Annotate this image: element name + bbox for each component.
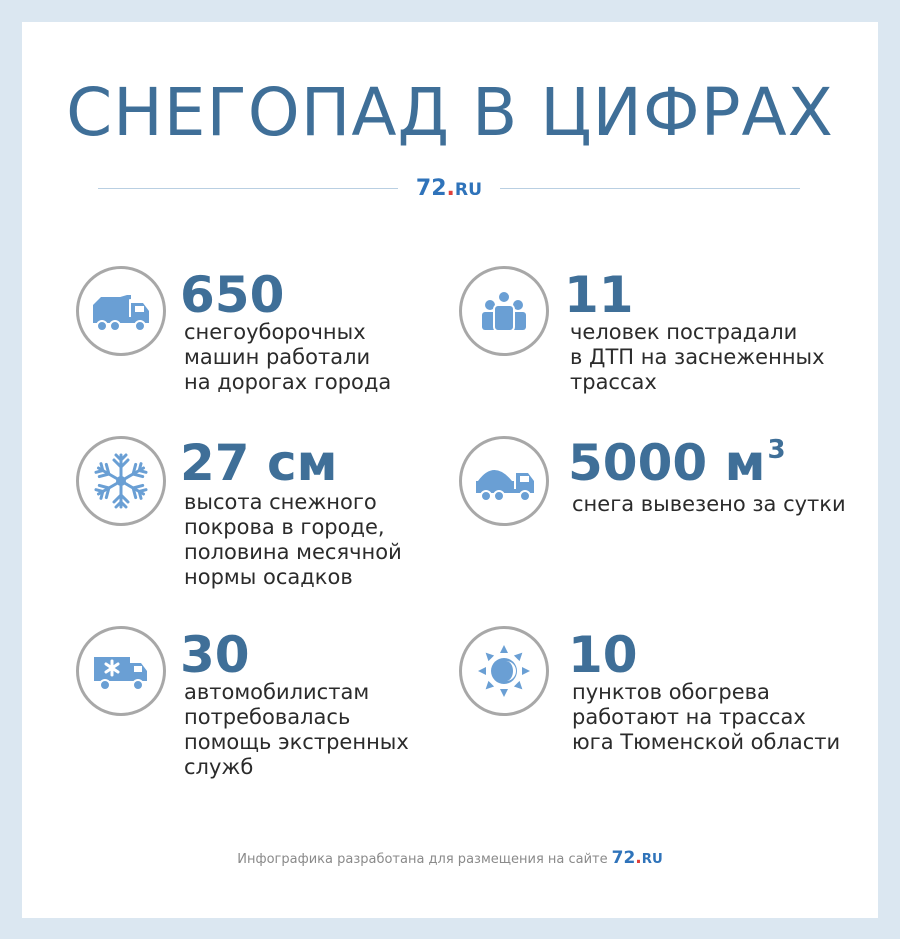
divider-left [98,188,398,189]
footer-text: Инфографика разработана для размещения на сайте [237,852,608,867]
stat-value: 650 [180,266,285,324]
footer-credit [0,848,900,868]
dump-truck-icon [76,266,166,356]
stat-description: автомобилистам потребовалась помощь экстренных служб [184,680,409,779]
stat-value: 11 [564,266,634,324]
divider-right [500,188,800,189]
stat-value: 27 см [180,434,338,492]
heating-sun-icon [459,626,549,716]
stat-description: человек пострадали в ДТП на заснеженных трассах [570,320,825,394]
page-title: СНЕГОПАД В ЦИФРАХ [66,74,834,151]
footer-logo[interactable]: 72.RU [611,848,663,868]
stat-value: 5000 $м^3$ [568,434,786,492]
people-group-icon [459,266,549,356]
stat-description: пунктов обогрева работают на трассах юга Тюменской области [572,680,841,754]
ambulance-icon [76,626,166,716]
stat-description: снегоуборочных машин работали на дорогах города [184,320,392,394]
stat-description: высота снежного покрова в городе, половина месячной нормы осадков [184,490,402,589]
snowflake-icon [76,436,166,526]
stat-description: снега вывезено за сутки [572,492,846,516]
stat-value: 10 [568,626,638,684]
stat-value: 30 [180,626,250,684]
snow-truck-icon [459,436,549,526]
stat-value-unit-exponent: 3 [767,435,786,465]
site-logo[interactable]: 72.RU [415,176,483,201]
